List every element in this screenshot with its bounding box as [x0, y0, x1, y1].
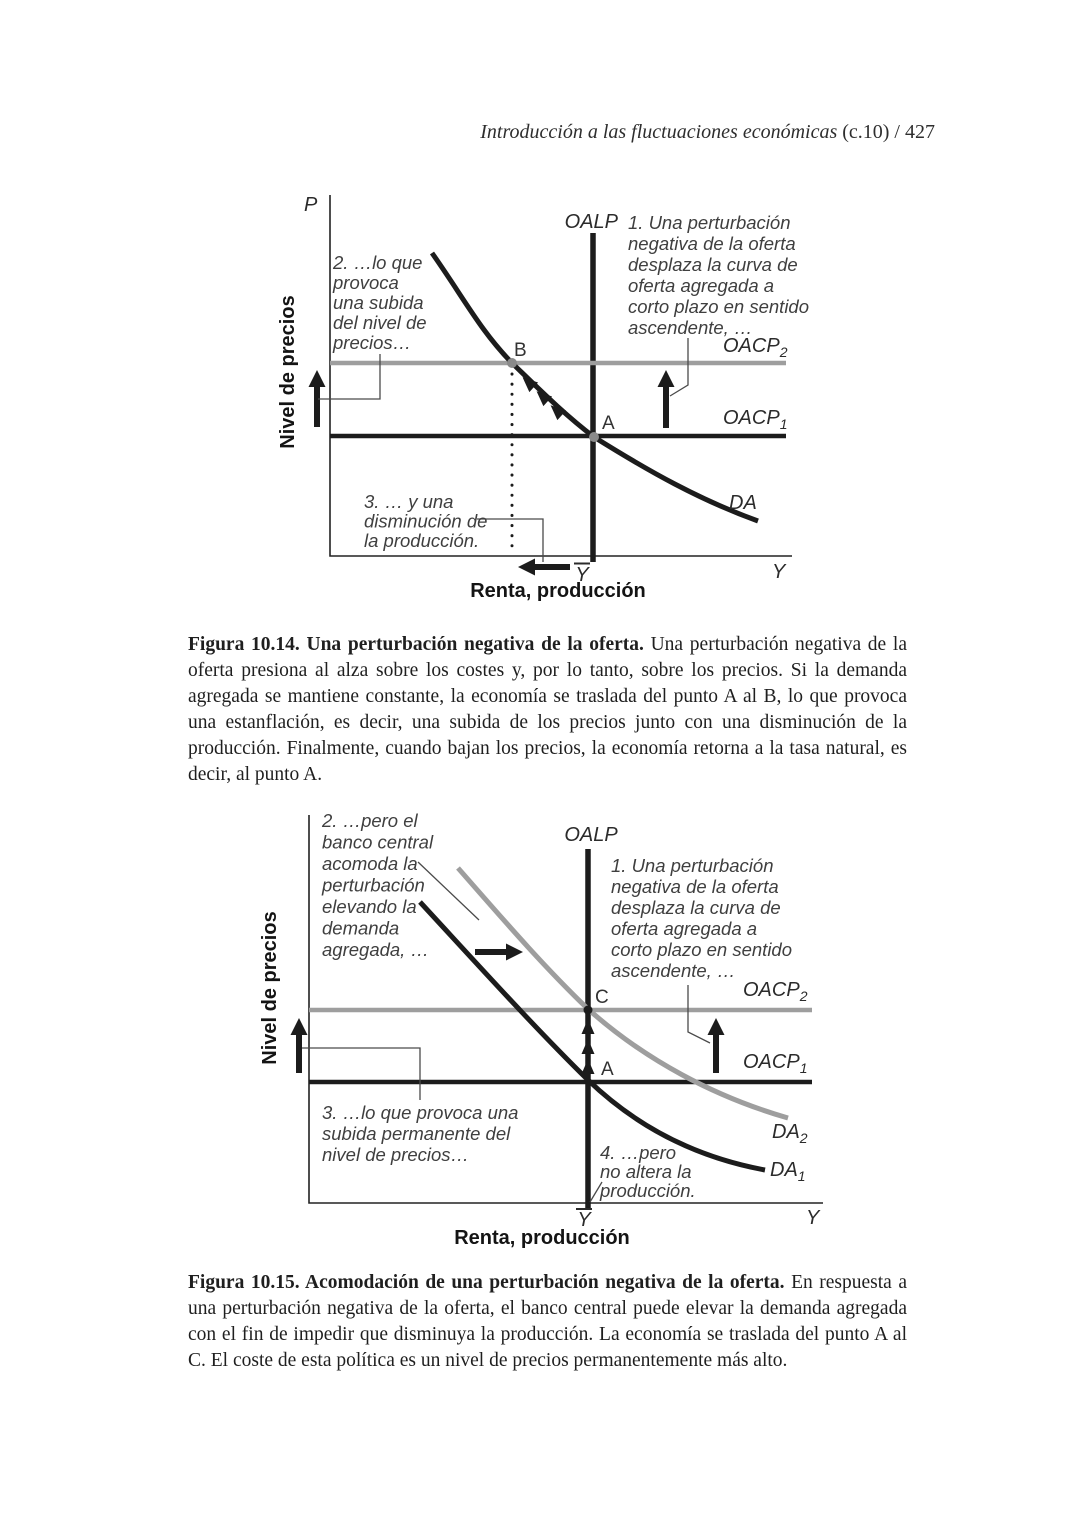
figure1-caption — [188, 632, 907, 788]
fig2-demand-right-arrow — [475, 944, 523, 961]
svg-text:negativa de la oferta: negativa de la oferta — [611, 876, 779, 897]
fig2-point-c-label: C — [595, 987, 609, 1008]
svg-text:ascendente, …: ascendente, … — [628, 317, 753, 338]
fig1-oalp-label: OALP — [564, 211, 618, 233]
svg-text:desplaza la curva de: desplaza la curva de — [628, 254, 798, 275]
svg-text:disminución de: disminución de — [364, 510, 488, 532]
fig2-oalp-arrowheads — [582, 1019, 595, 1074]
svg-text:perturbación: perturbación — [322, 874, 425, 896]
fig2-y-axis-title: Nivel de precios — [259, 911, 281, 1065]
fig2-x-axis-title: Renta, producción — [454, 1227, 630, 1249]
fig2-note3 — [322, 1102, 518, 1165]
svg-text:1. Una perturbación: 1. Una perturbación — [628, 212, 791, 233]
svg-text:producción.: producción. — [600, 1180, 696, 1201]
page-number: (c.10) / 427 — [837, 121, 935, 143]
fig2-oacp2-label: $OACP_2$ — [743, 979, 808, 1004]
fig2-oacp1-label: $OACP_1$ — [743, 1051, 808, 1076]
figure1-diagram — [277, 194, 809, 602]
svg-text:1. Una perturbación: 1. Una perturbación — [611, 855, 774, 876]
fig2-da2-label: $DA_2$ — [772, 1121, 808, 1146]
fig1-note1-connector — [670, 338, 688, 396]
svg-text:agregada, …: agregada, … — [322, 939, 429, 960]
fig2-note1-connector — [688, 985, 710, 1043]
fig1-note1 — [628, 212, 809, 338]
fig2-note3-connector — [302, 1048, 420, 1100]
svg-text:3. … y una: 3. … y una — [364, 491, 454, 512]
svg-text:la producción.: la producción. — [364, 530, 480, 551]
fig1-y-axis-end-label: Y — [772, 561, 786, 583]
svg-text:demanda: demanda — [322, 917, 400, 939]
svg-text:desplaza la curva de: desplaza la curva de — [611, 897, 781, 918]
fig1-p-axis-label: P — [304, 194, 318, 216]
running-header-title: Introducción a las fluctuaciones económicas — [480, 121, 838, 143]
svg-text:no altera la: no altera la — [600, 1161, 692, 1182]
figure2-caption-body: En respuesta a una perturbación negativa de la oferta, el banco central puede elevar la demanda agregada con el fin de impedir que disminuya la producción. La economía se traslada del punto A al C. El coste de esta política es un nivel de precios permanentemente más alto. — [188, 1272, 907, 1371]
svg-text:banco central: banco central — [322, 831, 434, 853]
svg-text:nivel de precios…: nivel de precios… — [322, 1144, 470, 1165]
svg-text:Y: Y — [575, 564, 589, 586]
svg-text:2. …pero el: 2. …pero el — [322, 810, 418, 831]
fig2-note4 — [599, 1142, 696, 1201]
svg-text:una subida: una subida — [333, 292, 424, 313]
fig2-note1 — [611, 855, 792, 981]
svg-text:elevando la: elevando la — [322, 896, 417, 917]
fig1-point-a-dot — [589, 432, 599, 442]
fig2-point-c-dot — [584, 1006, 593, 1015]
svg-text:acomoda la: acomoda la — [322, 853, 418, 874]
svg-text:subida permanente del: subida permanente del — [322, 1123, 511, 1144]
svg-text:corto plazo en sentido: corto plazo en sentido — [611, 939, 793, 960]
svg-text:provoca: provoca — [333, 272, 399, 293]
fig1-shift-up-arrow — [658, 370, 675, 428]
svg-text:negativa de la oferta: negativa de la oferta — [628, 233, 796, 254]
figure1-caption-title: Figura 10.14. Una perturbación negativa de la oferta. — [188, 634, 644, 655]
fig1-x-axis-title: Renta, producción — [470, 580, 646, 602]
fig1-point-a-label: A — [602, 413, 615, 434]
svg-text:corto plazo en sentido: corto plazo en sentido — [628, 296, 810, 317]
figure2-caption-title: Figura 10.15. Acomodación de una perturbación negativa de la oferta. — [188, 1272, 785, 1293]
fig2-da1-label: $DA_1$ — [770, 1159, 806, 1184]
fig2-point-a-label: A — [601, 1059, 614, 1080]
fig1-output-left-arrow — [518, 559, 570, 576]
fig1-curve-arrowheads — [518, 372, 566, 420]
svg-text:oferta agregada a: oferta agregada a — [628, 275, 775, 296]
fig2-note2 — [321, 810, 434, 960]
figure1-caption-body: Una perturbación negativa de la oferta presiona al alza sobre los costes y, por lo tanto, sobre los precios. Si la demanda agregada se mantiene constante, la economía se traslada del punto A al B, lo que provoca una estanflación, es decir, una subida de los precios junto con una disminución de la producción. Finalmente, cuando bajan los precios, la economía retorna a la tasa natural, es decir, al punto A. — [188, 634, 907, 785]
svg-text:2. …lo que: 2. …lo que — [333, 252, 423, 273]
figure2-diagram — [259, 810, 823, 1249]
fig1-note2 — [332, 252, 427, 353]
svg-text:oferta agregada a: oferta agregada a — [611, 918, 758, 939]
svg-text:del nivel de: del nivel de — [333, 312, 427, 333]
fig1-oacp2-label: $OACP_2$ — [723, 335, 788, 360]
fig2-price-up-arrow-left — [291, 1018, 308, 1073]
svg-text:3. …lo que provoca una: 3. …lo que provoca una — [322, 1102, 519, 1123]
fig2-oalp-label: OALP — [564, 824, 618, 846]
fig1-y-axis-title: Nivel de precios — [277, 295, 299, 449]
svg-text:precios…: precios… — [333, 332, 412, 353]
fig2-y-axis-end-label: Y — [806, 1207, 820, 1229]
fig2-shift-up-arrow — [708, 1018, 725, 1073]
svg-text:ascendente, …: ascendente, … — [611, 960, 736, 981]
figure2-caption — [188, 1270, 907, 1374]
fig1-point-b-label: B — [514, 340, 527, 361]
fig1-note3 — [364, 491, 487, 551]
fig1-da-label: DA — [729, 492, 757, 514]
fig1-oacp1-label: $OACP_1$ — [723, 407, 788, 432]
svg-text:Y: Y — [577, 1209, 591, 1231]
svg-text:4. …pero: 4. …pero — [600, 1142, 677, 1163]
